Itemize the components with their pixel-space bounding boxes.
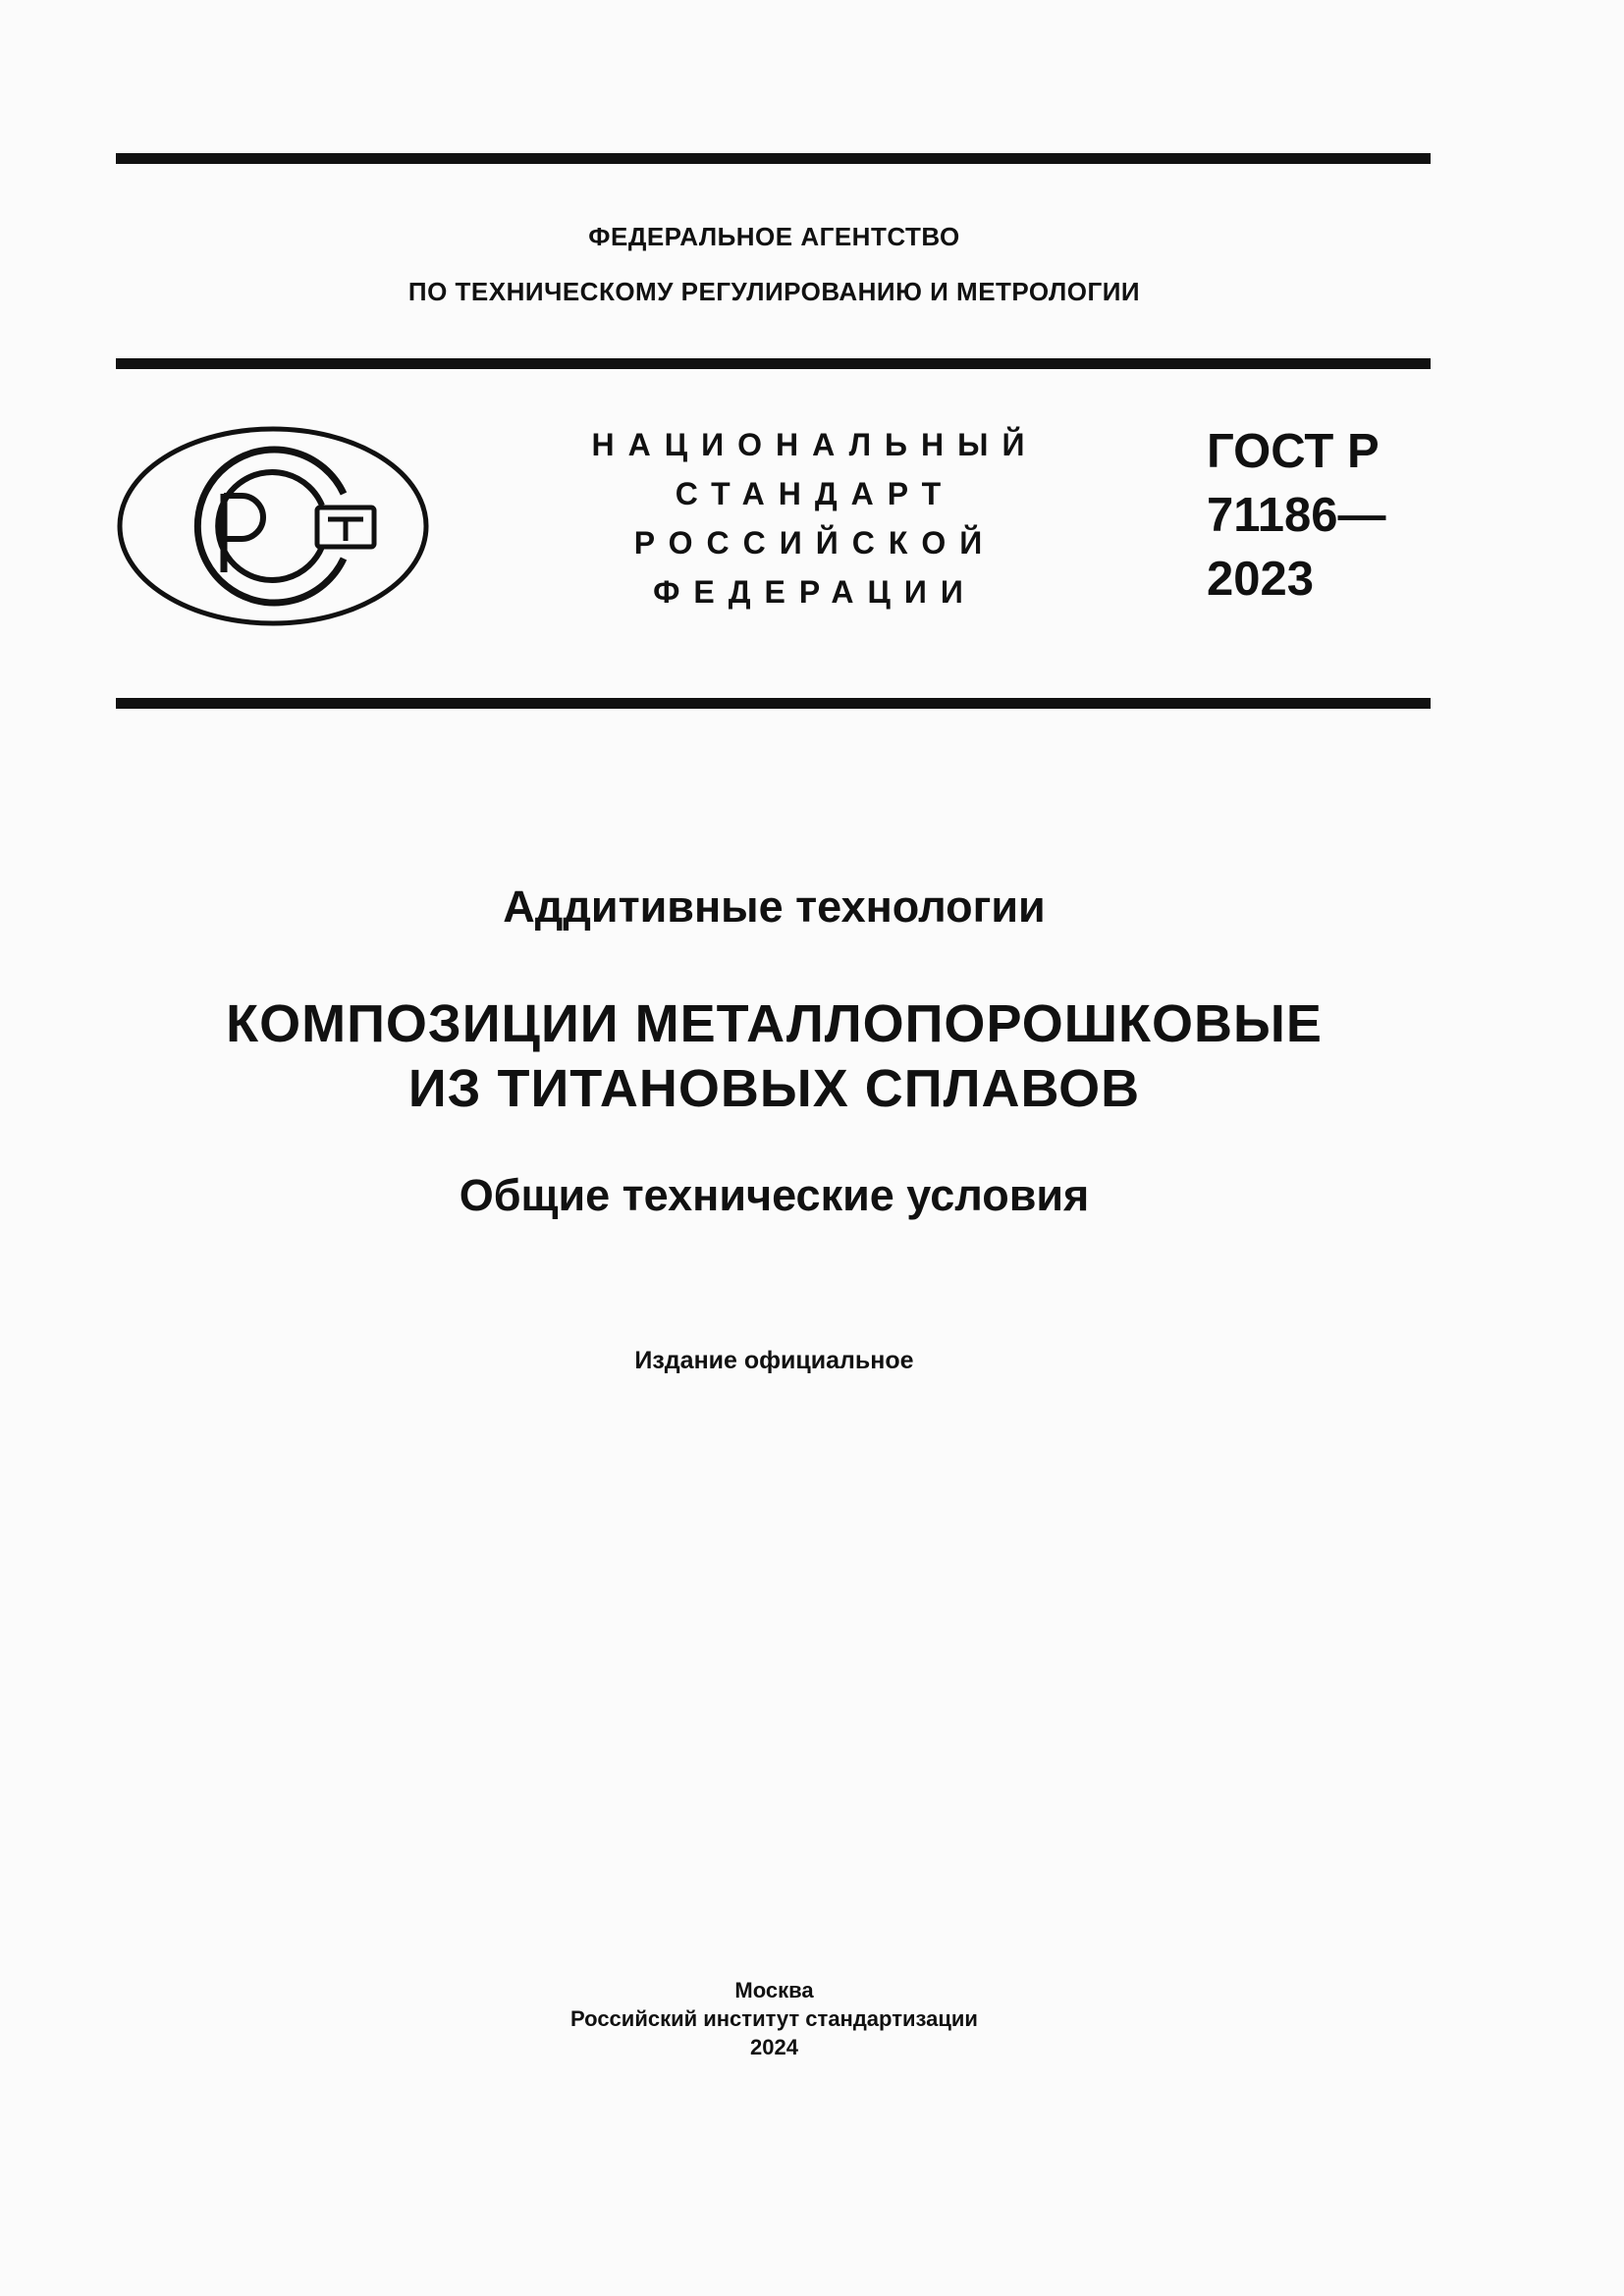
header-rule [116,358,1431,369]
agency-line-2: ПО ТЕХНИЧЕСКОМУ РЕГУЛИРОВАНИЮ И МЕТРОЛОГИИ [407,277,1141,306]
publisher-year: 2024 [750,2035,798,2059]
publisher-institute: Российский институт стандартизации [570,2006,978,2031]
main-title-line-1: КОМПОЗИЦИИ МЕТАЛЛОПОРОШКОВЫЕ [226,994,1323,1053]
main-title-line-2: ИЗ ТИТАНОВЫХ СПЛАВОВ [407,1059,1141,1118]
designation-line-2: 71186— [1207,489,1386,542]
national-standard-line: ФЕДЕРАЦИИ [653,574,977,610]
subtitle: Общие технические условия [459,1170,1090,1220]
national-standard-line: НАЦИОНАЛЬНЫЙ [591,427,1039,462]
publisher-city: Москва [734,1978,814,2002]
main-title [0,991,1548,1121]
publisher-block [0,1976,1548,2061]
national-standard-line: СТАНДАРТ [675,476,955,511]
series-title: Аддитивные технологии [503,881,1046,932]
designation-line-1: ГОСТ Р [1207,425,1380,478]
top-rule [116,153,1431,164]
header-bottom-rule [116,698,1431,709]
national-standard-line: РОССИЙСКОЙ [633,525,997,561]
standard-designation [1207,420,1386,612]
national-standard-heading [550,420,1080,616]
edition-note: Издание официальное [634,1347,914,1374]
designation-line-3: 2023 [1207,553,1315,606]
rst-logo-icon [116,425,430,627]
agency-line-1: ФЕДЕРАЛЬНОЕ АГЕНТСТВО [588,222,960,251]
